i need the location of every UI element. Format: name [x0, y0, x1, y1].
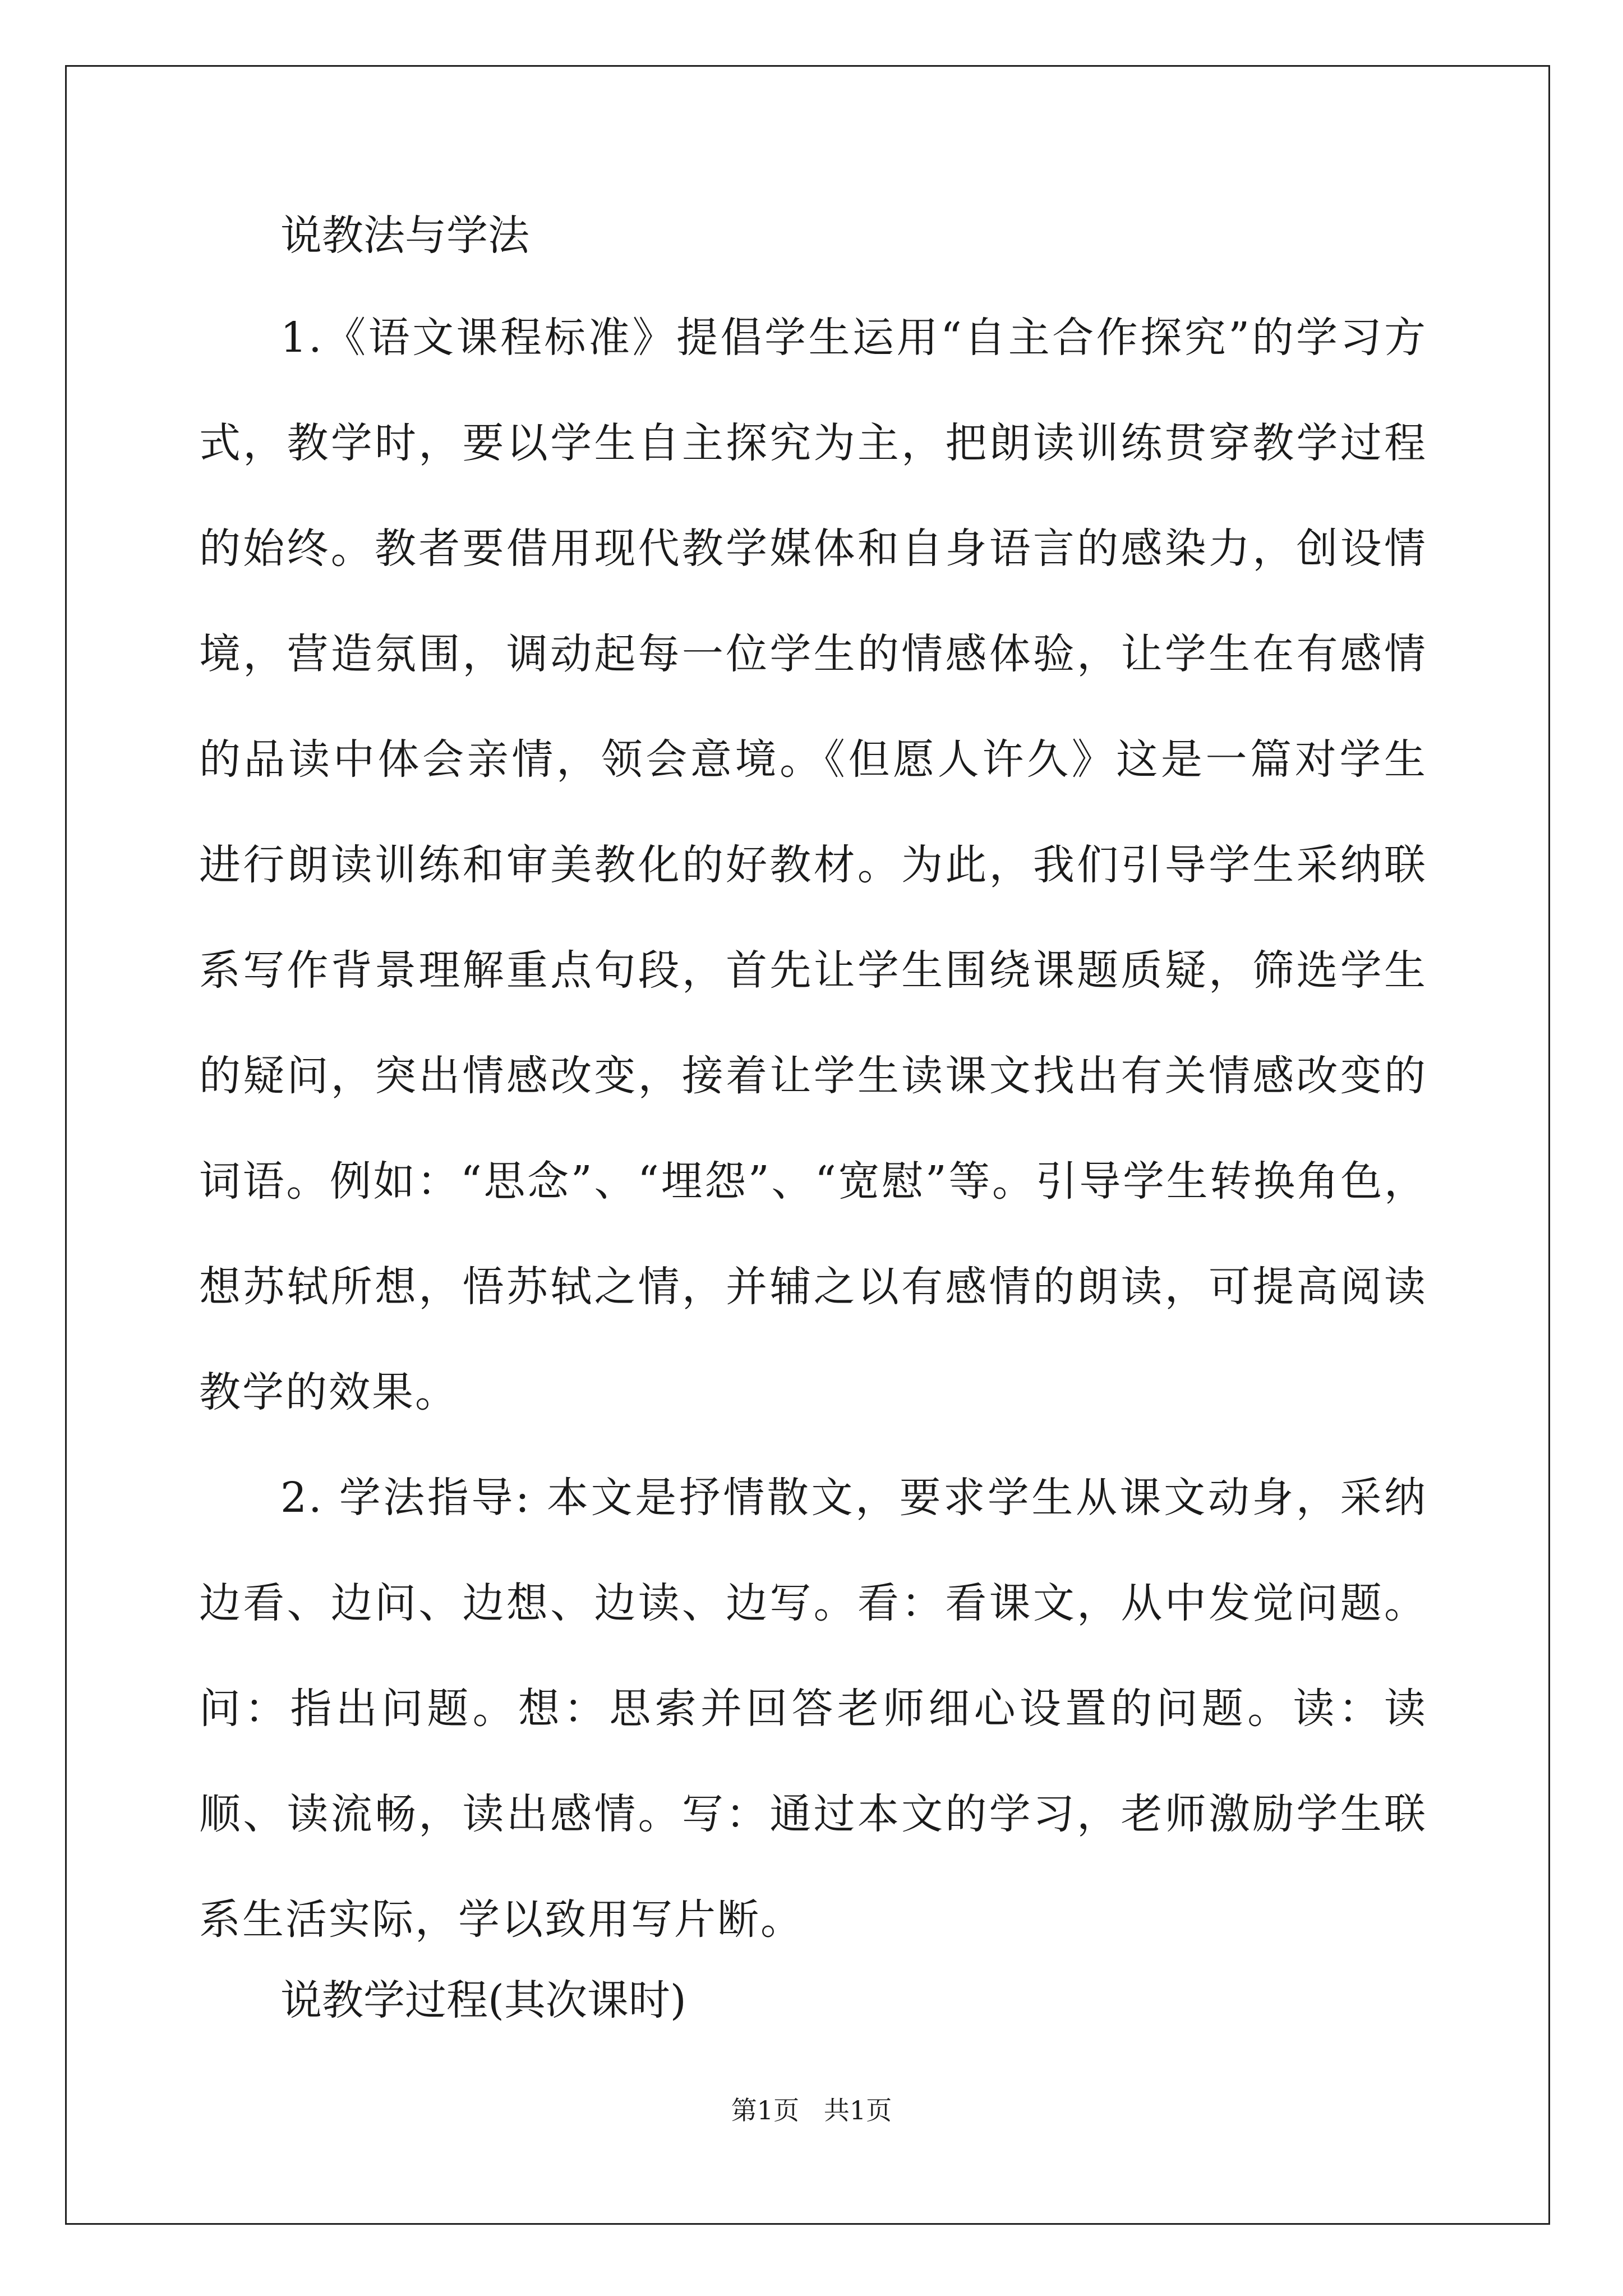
- section-heading-methods: 说教法与学法: [280, 211, 529, 260]
- section-heading-process: 说教学过程(其次课时): [280, 1976, 686, 2024]
- document-body: [199, 208, 1427, 2074]
- paragraph-learning-guidance: 2. 学法指导: 本文是抒情散文，要求学生从课文动身，采纳边看、边问、边想、边读、边写。看：看课文，从中发觉问题。问：指出问题。想：思索并回答老师细心设置的问题。读：读顺、读流畅，读出感情。写：通过本文的学习，老师激励学生联系生活实际，学以致用写片断。: [199, 1474, 1427, 1944]
- page-footer: 第1页 共1页: [731, 2095, 892, 2125]
- paragraph-teaching-method: 1.《语文课程标准》提倡学生运用“自主合作探究”的学习方式，教学时，要以学生自主探究为主，把朗读训练贯穿教学过程的始终。教者要借用现代教学媒体和自身语言的感染力，创设情境，营造氛围，调动起每一位学生的情感体验，让学生在有感情的品读中体会亲情，领会意境。《但愿人许久》这是一篇对学生进行朗读训练和审美教化的好教材。为此，我们引导学生采纳联系写作背景理解重点句段，首先让学生围绕课题质疑，筛选学生的疑问，突出情感改变，接着让学生读课文找出有关情感改变的词语。例如：“思念”、“埋怨”、“宽慰”等。引导学生转换角色，想苏轼所想，悟苏轼之情，并辅之以有感情的朗读，可提高阅读教学的效果。: [199, 314, 1427, 1416]
